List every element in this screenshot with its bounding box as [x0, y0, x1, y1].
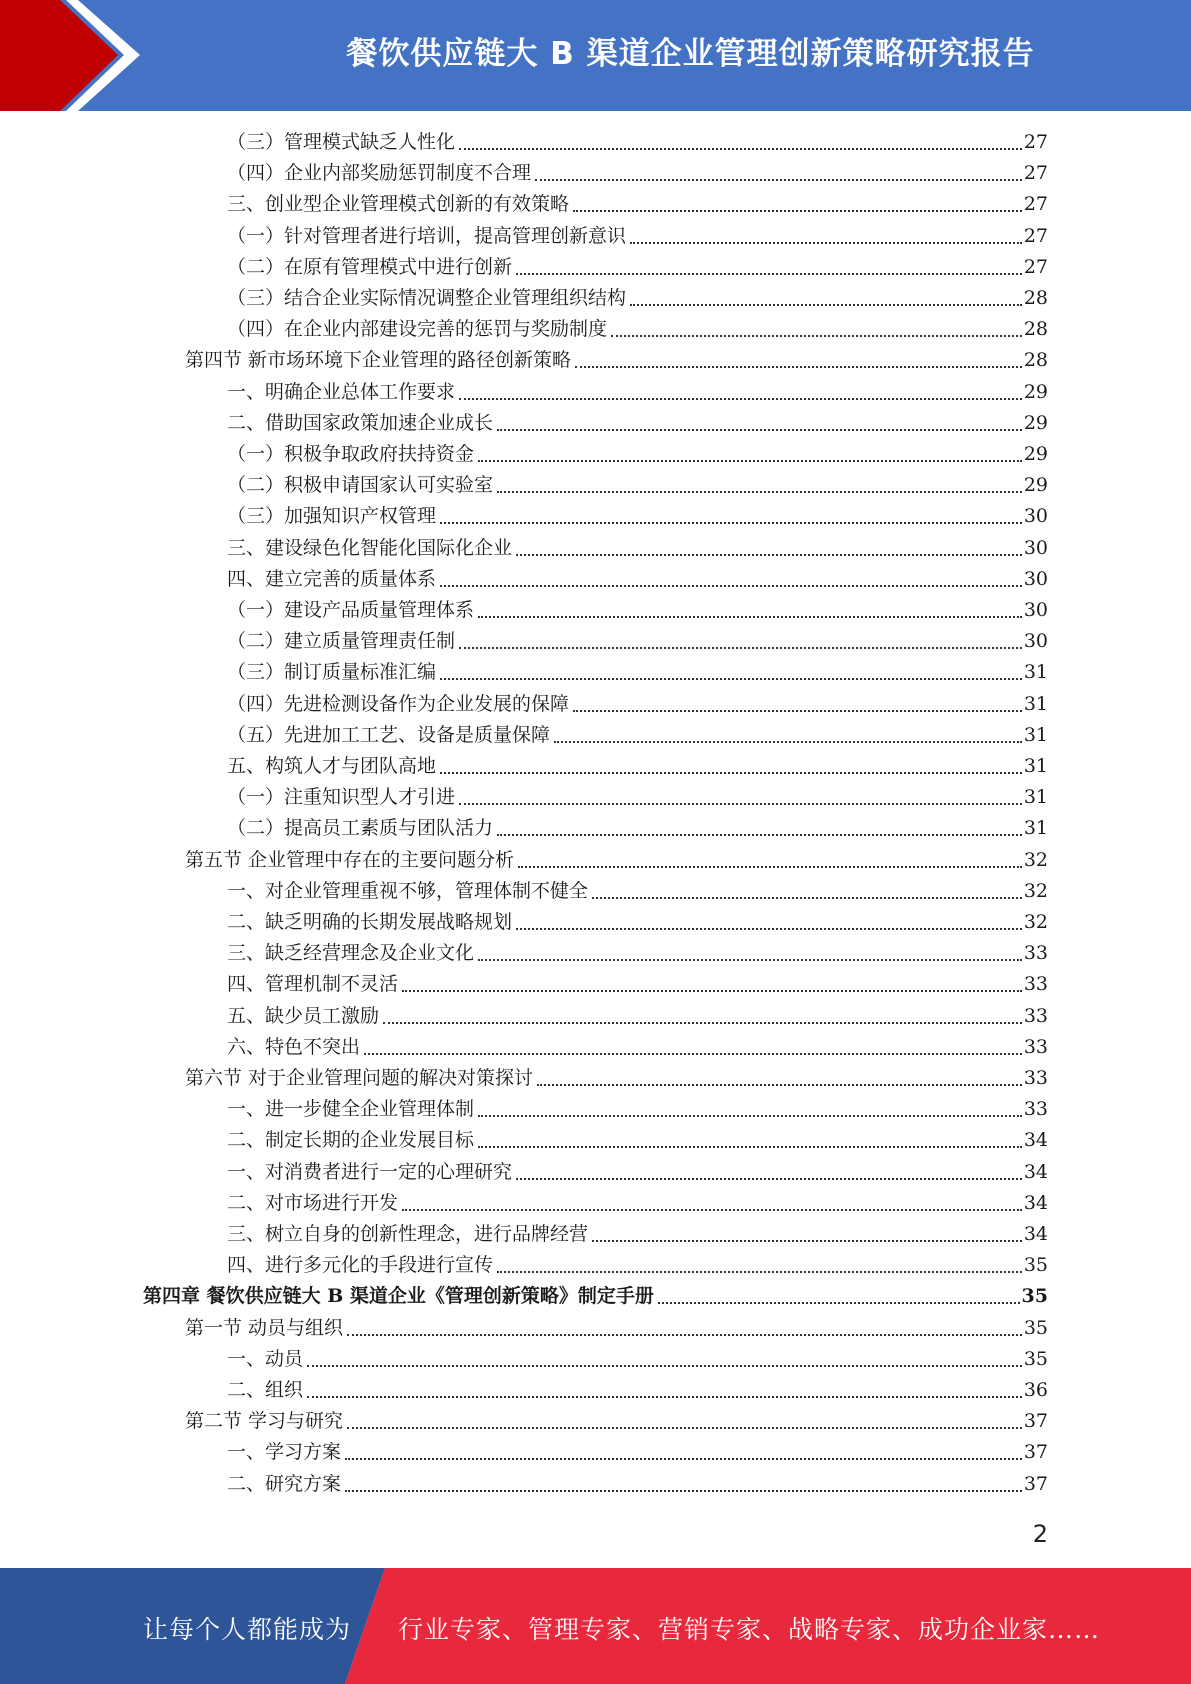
- toc-entry[interactable]: [227, 907, 1048, 938]
- toc-entry-page: 27: [1023, 225, 1048, 247]
- toc-entry[interactable]: [185, 845, 1048, 876]
- toc-entry-title: 二、借助国家政策加速企业成长: [227, 412, 494, 434]
- toc-entry-page: 37: [1023, 1410, 1048, 1432]
- toc-entry[interactable]: [227, 782, 1048, 813]
- toc-entry[interactable]: [227, 1094, 1048, 1125]
- toc-dot-leader: [478, 1146, 1022, 1148]
- toc-dot-leader: [592, 897, 1022, 899]
- toc-entry-page: 28: [1023, 349, 1048, 371]
- toc-entry-page: 30: [1023, 537, 1048, 559]
- toc-entry-title: 一、学习方案: [227, 1441, 342, 1463]
- toc-entry-title: 三、缺乏经营理念及企业文化: [227, 942, 475, 964]
- toc-entry-title: 第四章 餐饮供应链大 B 渠道企业《管理创新策略》制定手册: [143, 1285, 654, 1307]
- toc-dot-leader: [575, 366, 1022, 368]
- toc-dot-leader: [516, 273, 1022, 275]
- toc-dot-leader: [516, 554, 1022, 556]
- toc-entry-page: 35: [1023, 1254, 1048, 1276]
- toc-entry[interactable]: [227, 657, 1048, 688]
- toc-entry[interactable]: [227, 876, 1048, 907]
- toc-entry[interactable]: [227, 252, 1048, 283]
- toc-entry-page: 30: [1023, 630, 1048, 652]
- toc-entry[interactable]: [227, 408, 1048, 439]
- toc-entry[interactable]: [227, 564, 1048, 595]
- toc-entry-title: 一、明确企业总体工作要求: [227, 381, 456, 403]
- toc-entry-title: 二、对市场进行开发: [227, 1192, 399, 1214]
- toc-dot-leader: [478, 460, 1022, 462]
- toc-entry-title: 五、缺少员工激励: [227, 1005, 380, 1027]
- toc-entry-page: 35: [1023, 1317, 1048, 1339]
- toc-entry-title: 一、动员: [227, 1348, 304, 1370]
- toc-entry-page: 32: [1023, 911, 1048, 933]
- toc-dot-leader: [347, 1427, 1022, 1429]
- toc-entry-title: 三、树立自身的创新性理念，进行品牌经营: [227, 1223, 589, 1245]
- toc-entry-page: 31: [1023, 724, 1048, 746]
- toc-entry[interactable]: [143, 1281, 1048, 1312]
- toc-entry-page: 27: [1023, 162, 1048, 184]
- toc-dot-leader: [573, 710, 1022, 712]
- chevron-arrow-icon: [0, 0, 160, 111]
- toc-entry[interactable]: [227, 969, 1048, 1000]
- toc-dot-leader: [658, 1302, 1020, 1304]
- toc-entry-page: 27: [1023, 131, 1048, 153]
- toc-entry-page: 31: [1023, 817, 1048, 839]
- toc-entry-page: 27: [1023, 256, 1048, 278]
- toc-entry[interactable]: [227, 720, 1048, 751]
- toc-entry-page: 33: [1023, 942, 1048, 964]
- toc-entry-page: 35: [1021, 1285, 1048, 1307]
- toc-entry-page: 34: [1023, 1129, 1048, 1151]
- toc-entry-page: 29: [1023, 412, 1048, 434]
- toc-dot-leader: [630, 242, 1022, 244]
- toc-entry[interactable]: [227, 595, 1048, 626]
- toc-dot-leader: [497, 429, 1022, 431]
- toc-entry[interactable]: [185, 1406, 1048, 1437]
- toc-entry[interactable]: [227, 1219, 1048, 1250]
- toc-entry-page: 33: [1023, 1067, 1048, 1089]
- toc-entry-page: 32: [1023, 849, 1048, 871]
- toc-dot-leader: [459, 803, 1022, 805]
- toc-entry-page: 33: [1023, 1036, 1048, 1058]
- toc-dot-leader: [345, 1458, 1022, 1460]
- toc-entry-title: 二、研究方案: [227, 1473, 342, 1495]
- toc-entry[interactable]: [185, 1313, 1048, 1344]
- toc-dot-leader: [345, 1490, 1022, 1492]
- footer-slogan-left: 让每个人都能成为: [143, 1615, 352, 1644]
- toc-entry[interactable]: [227, 221, 1048, 252]
- toc-entry[interactable]: [227, 1437, 1048, 1468]
- toc-entry-page: 29: [1023, 474, 1048, 496]
- toc-entry-page: 29: [1023, 443, 1048, 465]
- toc-entry[interactable]: [227, 938, 1048, 969]
- toc-entry[interactable]: [227, 1375, 1048, 1406]
- toc-entry[interactable]: [227, 1125, 1048, 1156]
- toc-entry-page: 27: [1023, 193, 1048, 215]
- toc-entry[interactable]: [227, 1344, 1048, 1375]
- toc-dot-leader: [383, 1022, 1022, 1024]
- toc-dot-leader: [518, 866, 1022, 868]
- toc-entry[interactable]: [227, 1188, 1048, 1219]
- toc-dot-leader: [630, 304, 1022, 306]
- toc-entry[interactable]: [227, 689, 1048, 720]
- toc-dot-leader: [307, 1396, 1022, 1398]
- toc-entry-title: （四）在企业内部建设完善的惩罚与奖励制度: [227, 318, 608, 340]
- toc-entry-page: 31: [1023, 755, 1048, 777]
- toc-entry[interactable]: [227, 1001, 1048, 1032]
- toc-dot-leader: [459, 148, 1022, 150]
- toc-entry-page: 30: [1023, 505, 1048, 527]
- toc-dot-leader: [554, 741, 1022, 743]
- toc-entry-title: 四、管理机制不灵活: [227, 973, 399, 995]
- toc-dot-leader: [440, 585, 1022, 587]
- toc-entry-title: 六、特色不突出: [227, 1036, 361, 1058]
- toc-dot-leader: [478, 616, 1022, 618]
- toc-entry[interactable]: [227, 1157, 1048, 1188]
- toc-entry[interactable]: [227, 314, 1048, 345]
- toc-entry[interactable]: [227, 501, 1048, 532]
- toc-entry-title: （一）积极争取政府扶持资金: [227, 443, 475, 465]
- page-footer: [0, 1568, 1191, 1684]
- toc-entry-page: 34: [1023, 1223, 1048, 1245]
- toc-dot-leader: [478, 959, 1022, 961]
- toc-dot-leader: [478, 1115, 1022, 1117]
- toc-dot-leader: [402, 1209, 1022, 1211]
- toc-entry-title: （一）针对管理者进行培训，提高管理创新意识: [227, 225, 627, 247]
- toc-entry[interactable]: [227, 283, 1048, 314]
- toc-dot-leader: [497, 491, 1022, 493]
- toc-entry-title: 第一节 动员与组织: [185, 1317, 344, 1339]
- toc-entry[interactable]: [227, 533, 1048, 564]
- toc-entry-title: （三）加强知识产权管理: [227, 505, 437, 527]
- footer-slogan-right: 行业专家、管理专家、营销专家、战略专家、成功企业家……: [398, 1615, 1101, 1644]
- toc-dot-leader: [497, 834, 1022, 836]
- toc-entry-title: 四、建立完善的质量体系: [227, 568, 437, 590]
- toc-entry-title: 四、进行多元化的手段进行宣传: [227, 1254, 494, 1276]
- toc-entry-title: 第四节 新市场环境下企业管理的路径创新策略: [185, 349, 572, 371]
- toc-entry-page: 33: [1023, 973, 1048, 995]
- toc-entry[interactable]: [227, 470, 1048, 501]
- toc-entry[interactable]: [227, 439, 1048, 470]
- toc-entry-title: 三、创业型企业管理模式创新的有效策略: [227, 193, 570, 215]
- toc-entry-page: 37: [1023, 1473, 1048, 1495]
- toc-entry-page: 36: [1023, 1379, 1048, 1401]
- toc-entry[interactable]: [227, 1469, 1048, 1500]
- toc-entry-page: 35: [1023, 1348, 1048, 1370]
- toc-dot-leader: [611, 335, 1022, 337]
- toc-entry-title: （三）结合企业实际情况调整企业管理组织结构: [227, 287, 627, 309]
- toc-dot-leader: [440, 678, 1022, 680]
- toc-entry-title: （四）先进检测设备作为企业发展的保障: [227, 693, 570, 715]
- toc-entry[interactable]: [227, 127, 1048, 158]
- toc-entry-page: 30: [1023, 568, 1048, 590]
- toc-entry-title: （三）制订质量标准汇编: [227, 661, 437, 683]
- toc-entry[interactable]: [227, 751, 1048, 782]
- page-number: 2: [1032, 1520, 1048, 1548]
- toc-dot-leader: [440, 772, 1022, 774]
- toc-dot-leader: [307, 1365, 1022, 1367]
- toc-entry[interactable]: [227, 189, 1048, 220]
- toc-entry-title: 五、构筑人才与团队高地: [227, 755, 437, 777]
- toc-entry-page: 31: [1023, 661, 1048, 683]
- toc-dot-leader: [592, 1240, 1022, 1242]
- toc-entry[interactable]: [227, 1032, 1048, 1063]
- toc-entry-title: （一）建设产品质量管理体系: [227, 599, 475, 621]
- toc-entry[interactable]: [227, 158, 1048, 189]
- page-header: [0, 0, 1191, 111]
- toc-dot-leader: [535, 179, 1022, 181]
- toc-entry-title: （二）在原有管理模式中进行创新: [227, 256, 513, 278]
- toc-entry-title: 二、缺乏明确的长期发展战略规划: [227, 911, 513, 933]
- toc-entry[interactable]: [227, 626, 1048, 657]
- toc-entry-page: 28: [1023, 287, 1048, 309]
- toc-entry-title: 二、组织: [227, 1379, 304, 1401]
- toc-entry-title: （四）企业内部奖励惩罚制度不合理: [227, 162, 532, 184]
- toc-entry-page: 34: [1023, 1161, 1048, 1183]
- toc-entry[interactable]: [185, 1063, 1048, 1094]
- toc-entry[interactable]: [185, 345, 1048, 376]
- toc-dot-leader: [516, 928, 1022, 930]
- toc-entry-title: （二）提高员工素质与团队活力: [227, 817, 494, 839]
- toc-entry-page: 31: [1023, 786, 1048, 808]
- toc-entry-page: 30: [1023, 599, 1048, 621]
- toc-entry-title: 一、进一步健全企业管理体制: [227, 1098, 475, 1120]
- toc-dot-leader: [497, 1271, 1022, 1273]
- toc-entry-title: （二）建立质量管理责任制: [227, 630, 456, 652]
- toc-entry-title: （三）管理模式缺乏人性化: [227, 131, 456, 153]
- toc-entry-title: 第六节 对于企业管理问题的解决对策探讨: [185, 1067, 534, 1089]
- toc-entry-page: 33: [1023, 1098, 1048, 1120]
- toc-dot-leader: [459, 398, 1022, 400]
- toc-dot-leader: [573, 210, 1022, 212]
- toc-entry-title: 一、对企业管理重视不够，管理体制不健全: [227, 880, 589, 902]
- toc-entry-page: 34: [1023, 1192, 1048, 1214]
- toc-entry-page: 31: [1023, 693, 1048, 715]
- toc-dot-leader: [537, 1084, 1022, 1086]
- toc-entry-title: （二）积极申请国家认可实验室: [227, 474, 494, 496]
- toc-entry[interactable]: [227, 813, 1048, 844]
- toc-entry[interactable]: [227, 1250, 1048, 1281]
- toc-entry-page: 29: [1023, 381, 1048, 403]
- toc-entry-page: 33: [1023, 1005, 1048, 1027]
- toc-entry[interactable]: [227, 377, 1048, 408]
- toc-entry-page: 28: [1023, 318, 1048, 340]
- toc-dot-leader: [347, 1334, 1022, 1336]
- document-title: 餐饮供应链大 B 渠道企业管理创新策略研究报告: [346, 36, 1035, 72]
- toc-dot-leader: [440, 522, 1022, 524]
- toc-entry-page: 37: [1023, 1441, 1048, 1463]
- toc-dot-leader: [516, 1178, 1022, 1180]
- toc-dot-leader: [402, 990, 1022, 992]
- toc-entry-title: 二、制定长期的企业发展目标: [227, 1129, 475, 1151]
- toc-entry-page: 32: [1023, 880, 1048, 902]
- toc-entry-title: 第五节 企业管理中存在的主要问题分析: [185, 849, 515, 871]
- toc-entry-title: （五）先进加工工艺、设备是质量保障: [227, 724, 551, 746]
- toc-entry-title: 一、对消费者进行一定的心理研究: [227, 1161, 513, 1183]
- toc-dot-leader: [364, 1053, 1022, 1055]
- toc-entry-title: （一）注重知识型人才引进: [227, 786, 456, 808]
- toc-entry-title: 三、建设绿色化智能化国际化企业: [227, 537, 513, 559]
- toc-dot-leader: [459, 647, 1022, 649]
- toc-entry-title: 第二节 学习与研究: [185, 1410, 344, 1432]
